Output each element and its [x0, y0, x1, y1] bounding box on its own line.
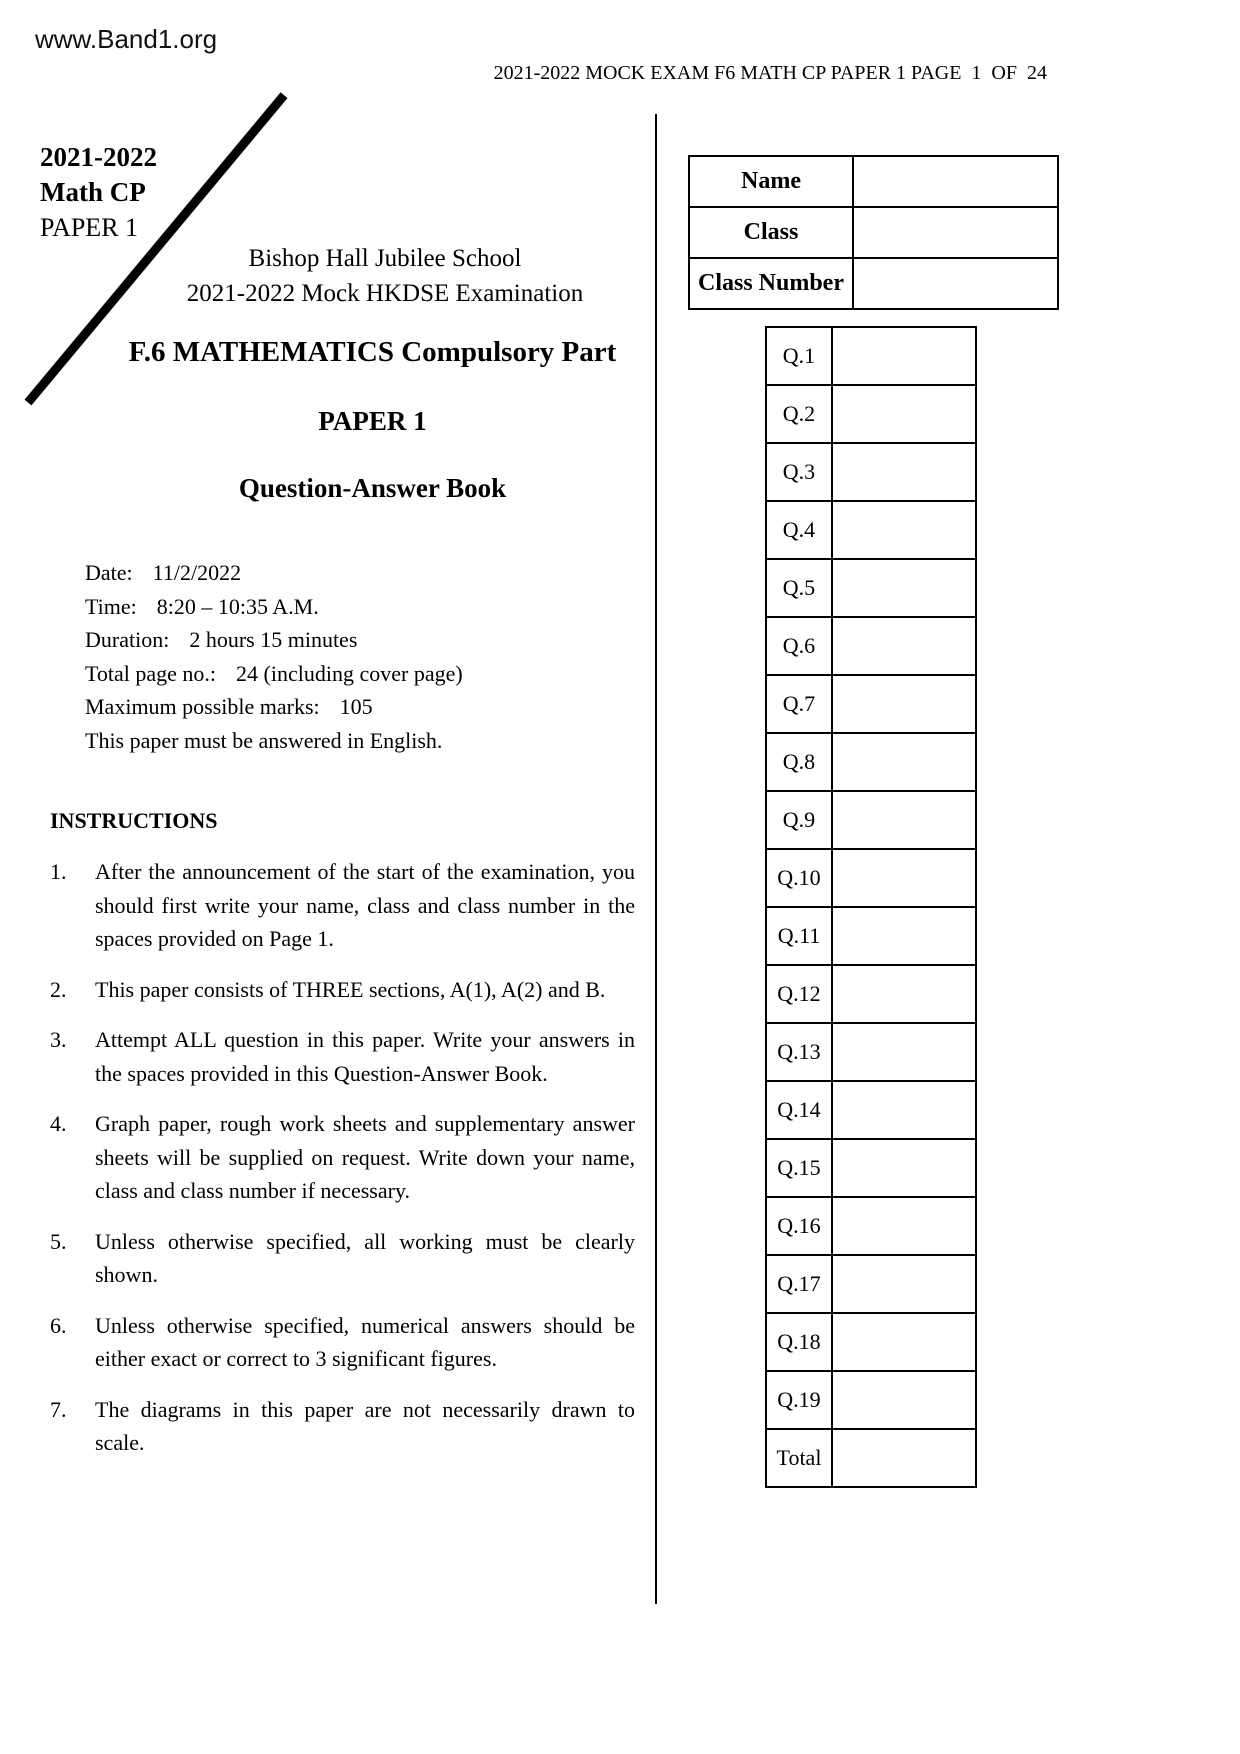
- marks-row-blank-cell: [833, 966, 975, 1022]
- marks-row-label: Q.16: [767, 1198, 833, 1254]
- marks-row-label: Q.13: [767, 1024, 833, 1080]
- marks-row-blank-cell: [833, 908, 975, 964]
- student-info-row: [690, 157, 1057, 208]
- marks-row-label: Q.10: [767, 850, 833, 906]
- marks-row: [767, 1256, 975, 1314]
- marks-row: [767, 1372, 975, 1430]
- school-heading: [75, 241, 695, 311]
- marks-row-blank-cell: [833, 502, 975, 558]
- instruction-number: 4.: [50, 1111, 67, 1136]
- marks-row: [767, 328, 975, 386]
- marks-row-label: Q.11: [767, 908, 833, 964]
- corner-subject: Math CP: [40, 177, 146, 207]
- instructions-heading: INSTRUCTIONS: [50, 808, 218, 833]
- marks-row: [767, 1140, 975, 1198]
- instruction-item: [50, 855, 635, 956]
- marks-row: [767, 966, 975, 1024]
- marks-row: [767, 734, 975, 792]
- marks-row-label: Q.3: [767, 444, 833, 500]
- instruction-number: 3.: [50, 1027, 67, 1052]
- marks-table: [765, 326, 977, 1488]
- info-label: Time:: [85, 593, 137, 619]
- student-info-row: [690, 208, 1057, 259]
- marks-row-blank-cell: [833, 676, 975, 732]
- instruction-item: [50, 1309, 635, 1376]
- marks-row-label: Q.5: [767, 560, 833, 616]
- exam-info-block: [85, 556, 463, 758]
- marks-row-blank-cell: [833, 792, 975, 848]
- book-title: Question-Answer Book: [238, 473, 507, 503]
- info-label: Date:: [85, 560, 133, 585]
- student-info-table: [688, 155, 1059, 310]
- info-label: Duration:: [85, 627, 170, 653]
- student-info-row-label: Name: [690, 157, 854, 206]
- marks-row: [767, 1430, 975, 1486]
- marks-row-blank-cell: [833, 850, 975, 906]
- instruction-number: 1.: [50, 859, 67, 884]
- instruction-item: [50, 1393, 635, 1460]
- marks-row: [767, 676, 975, 734]
- marks-row-blank-cell: [833, 1430, 975, 1486]
- marks-row-blank-cell: [833, 1372, 975, 1428]
- marks-row: [767, 502, 975, 560]
- marks-row: [767, 908, 975, 966]
- exam-name: 2021-2022 Mock HKDSE Examination: [186, 280, 584, 307]
- student-info-row-label: Class Number: [690, 259, 854, 308]
- marks-row: [767, 444, 975, 502]
- marks-row: [767, 1314, 975, 1372]
- marks-row-label: Total: [767, 1430, 833, 1486]
- paper-title: PAPER 1: [318, 406, 427, 436]
- marks-row-label: Q.6: [767, 618, 833, 674]
- info-label: Maximum possible marks:: [85, 694, 320, 720]
- instructions-list: [50, 855, 635, 1477]
- marks-row-label: Q.9: [767, 792, 833, 848]
- marks-row-blank-cell: [833, 618, 975, 674]
- marks-row-label: Q.18: [767, 1314, 833, 1370]
- marks-row-label: Q.19: [767, 1372, 833, 1428]
- marks-row-label: Q.12: [767, 966, 833, 1022]
- student-info-row-label: Class: [690, 208, 854, 257]
- marks-row-label: Q.1: [767, 328, 833, 384]
- marks-row: [767, 850, 975, 908]
- instruction-item: [50, 1023, 635, 1090]
- marks-row-label: Q.2: [767, 386, 833, 442]
- info-label: This paper must be answered in English.: [85, 727, 443, 753]
- instruction-text: The diagrams in this paper are not necessarily drawn to scale.: [95, 1396, 635, 1455]
- marks-row-blank-cell: [833, 386, 975, 442]
- info-row: [85, 623, 463, 657]
- marks-row-blank-cell: [833, 328, 975, 384]
- marks-row-blank-cell: [833, 1314, 975, 1370]
- school-name: Bishop Hall Jubilee School: [248, 245, 522, 272]
- instruction-number: 2.: [50, 976, 67, 1002]
- page-header: 2021-2022 MOCK EXAM F6 MATH CP PAPER 1 PAGE 1 OF 24: [493, 62, 1047, 84]
- marks-row-label: Q.8: [767, 734, 833, 790]
- instruction-text: This paper consists of THREE sections, A(1), A(2) and B.: [95, 976, 606, 1002]
- instruction-item: [50, 1107, 635, 1208]
- subject-title: F.6 MATHEMATICS Compulsory Part: [128, 336, 617, 368]
- marks-row-label: Q.15: [767, 1140, 833, 1196]
- vertical-divider: [655, 114, 657, 1604]
- marks-row-label: Q.14: [767, 1082, 833, 1138]
- student-info-row: [690, 259, 1057, 308]
- marks-row-label: Q.4: [767, 502, 833, 558]
- info-row: [85, 724, 463, 758]
- info-value: 8:20 – 10:35 A.M.: [156, 593, 319, 619]
- marks-row-blank-cell: [833, 1024, 975, 1080]
- corner-year: 2021-2022: [40, 142, 157, 172]
- marks-row: [767, 386, 975, 444]
- instruction-item: [50, 973, 635, 1007]
- marks-row: [767, 618, 975, 676]
- instruction-text: After the announcement of the start of the examination, you should first write your name, class and class number in the spaces provided on Page 1.: [95, 859, 635, 951]
- corner-label: [40, 140, 157, 245]
- instruction-text: Graph paper, rough work sheets and supplementary answer sheets will be supplied on request. Write down your name, class and class number if necessary.: [95, 1111, 635, 1203]
- marks-row-blank-cell: [833, 734, 975, 790]
- student-info-row-blank-cell: [854, 208, 1057, 257]
- instruction-text: Unless otherwise specified, all working must be clearly shown.: [95, 1228, 635, 1287]
- marks-row-blank-cell: [833, 1256, 975, 1312]
- info-row: [85, 657, 463, 691]
- marks-row-blank-cell: [833, 1198, 975, 1254]
- marks-row: [767, 1198, 975, 1256]
- marks-row-label: Q.17: [767, 1256, 833, 1312]
- marks-row-blank-cell: [833, 444, 975, 500]
- info-value: 11/2/2022: [152, 560, 242, 585]
- marks-row: [767, 1082, 975, 1140]
- info-row: [85, 556, 463, 590]
- site-watermark: www.Band1.org: [35, 24, 218, 54]
- student-info-row-blank-cell: [854, 259, 1057, 308]
- instruction-text: Attempt ALL question in this paper. Write your answers in the spaces provided in this Question-Answer Book.: [95, 1027, 635, 1086]
- info-value: 2 hours 15 minutes: [189, 627, 358, 653]
- info-value: 24 (including cover page): [236, 660, 463, 686]
- info-row: [85, 690, 463, 724]
- student-info-row-blank-cell: [854, 157, 1057, 206]
- instruction-item: [50, 1225, 635, 1292]
- marks-row-label: Q.7: [767, 676, 833, 732]
- corner-paper: PAPER 1: [40, 213, 139, 242]
- instruction-number: 5.: [50, 1228, 67, 1254]
- instruction-text: Unless otherwise specified, numerical answers should be either exact or correct to 3 significant figures.: [95, 1312, 635, 1371]
- instruction-number: 6.: [50, 1312, 67, 1338]
- marks-row-blank-cell: [833, 1082, 975, 1138]
- info-row: [85, 590, 463, 624]
- info-label: Total page no.:: [85, 660, 217, 686]
- marks-row: [767, 560, 975, 618]
- marks-row-blank-cell: [833, 1140, 975, 1196]
- marks-row-blank-cell: [833, 560, 975, 616]
- info-value: 105: [339, 694, 373, 720]
- marks-row: [767, 1024, 975, 1082]
- marks-row: [767, 792, 975, 850]
- instruction-number: 7.: [50, 1396, 67, 1422]
